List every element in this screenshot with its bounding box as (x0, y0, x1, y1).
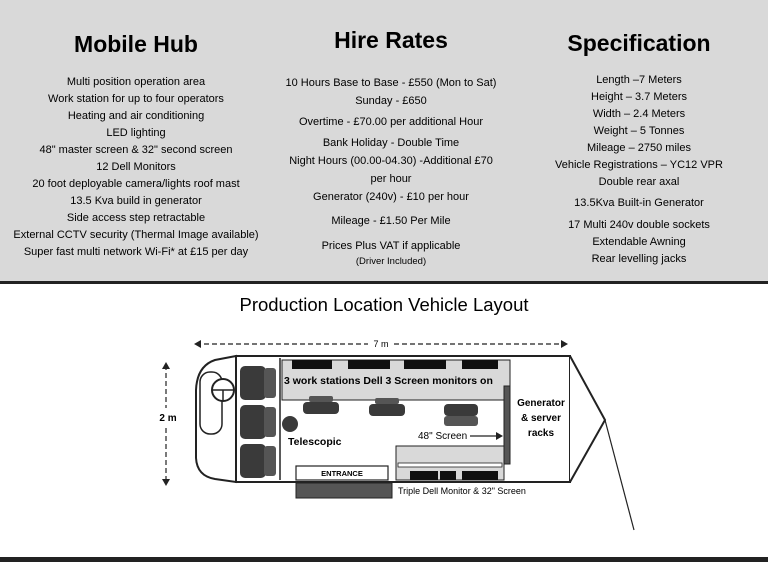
access-step (296, 483, 392, 498)
list-item: Prices Plus VAT if applicable (321, 240, 461, 252)
list-item: Heating and air conditioning (67, 110, 205, 122)
vehicle-rear (570, 356, 605, 482)
layout-title: Production Location Vehicle Layout (239, 294, 529, 315)
list-item: Side access step retractable (66, 212, 206, 224)
list-item: Generator (240v) - £10 per hour (313, 191, 469, 203)
list-item: Mileage – 2750 miles (587, 142, 691, 154)
list-item: Vehicle Registrations – YC12 VPR (555, 159, 723, 171)
list-item: 17 Multi 240v double sockets (568, 219, 710, 231)
list-item: Mileage - £1.50 Per Mile (331, 215, 451, 227)
list-item: Overtime - £70.00 per additional Hour (298, 116, 484, 128)
specification-title: Specification (567, 30, 711, 56)
lower-desk-shelf (398, 463, 502, 467)
front-seats (240, 366, 276, 478)
width-label: 2 m (159, 413, 177, 424)
master-screen (504, 386, 510, 464)
list-item: Width – 2.4 Meters (592, 108, 686, 120)
list-item: External CCTV security (Thermal Image available) (13, 229, 259, 241)
hire-rates-list (270, 74, 512, 268)
width-dimension (159, 362, 176, 486)
generator-label-2: & server (520, 413, 562, 424)
list-item: Rear levelling jacks (591, 253, 687, 265)
telescopic-label: Telescopic (288, 436, 342, 448)
list-item: Length –7 Meters (596, 74, 682, 86)
workstations-label: 3 work stations Dell 3 Screen monitors on (284, 375, 493, 387)
list-item: Sunday - £650 (355, 95, 427, 107)
list-item: (Driver Included) (355, 256, 427, 267)
list-item: Height – 3.7 Meters (591, 91, 687, 103)
list-item: Double rear axal (598, 176, 680, 188)
hire-rates-title: Hire Rates (334, 27, 448, 53)
telescopic-mast-icon (282, 416, 298, 432)
list-item: LED lighting (106, 127, 166, 139)
generator-label-1: Generator (517, 398, 565, 409)
list-item: 13.5 Kva build in generator (70, 195, 202, 207)
triple-monitors (410, 471, 498, 480)
list-item: 20 foot deployable camera/lights roof mast (32, 178, 240, 190)
list-item: Weight – 5 Tonnes (593, 125, 685, 137)
list-item: 12 Dell Monitors (96, 161, 176, 173)
list-item: 10 Hours Base to Base - £550 (Mon to Sat) (285, 77, 497, 89)
list-item: Bank Holiday - Double Time (322, 137, 460, 149)
list-item: Super fast multi network Wi-Fi* at £15 per day (23, 246, 249, 258)
bottom-rule (0, 557, 768, 562)
hire-rates-column (270, 0, 512, 268)
steering-wheel-icon (212, 379, 234, 401)
screen48-label: 48" Screen (418, 431, 468, 442)
rear-jack-line (605, 420, 634, 530)
length-label: 7 m (373, 339, 389, 349)
mobile-hub-title: Mobile Hub (74, 31, 198, 57)
list-item: Extendable Awning (592, 236, 686, 248)
triple-monitor-label: Triple Dell Monitor & 32" Screen (398, 486, 526, 496)
list-item: Night Hours (00.00-04.30) -Additional £70 (289, 155, 493, 167)
generator-label-3: racks (527, 428, 555, 439)
list-item: per hour (370, 173, 412, 185)
length-dimension (194, 339, 568, 349)
list-item: 13.5Kva Built-in Generator (574, 197, 704, 209)
specification-column (520, 0, 758, 268)
entrance-label: ENTRANCE (321, 469, 363, 478)
specification-list (520, 72, 758, 268)
mobile-hub-column (10, 0, 262, 261)
list-item: 48" master screen & 32" second screen (39, 144, 233, 156)
mobile-hub-list (10, 74, 262, 261)
vehicle-layout-diagram (0, 325, 768, 545)
list-item: Work station for up to four operators (48, 93, 224, 105)
list-item: Multi position operation area (66, 76, 206, 88)
